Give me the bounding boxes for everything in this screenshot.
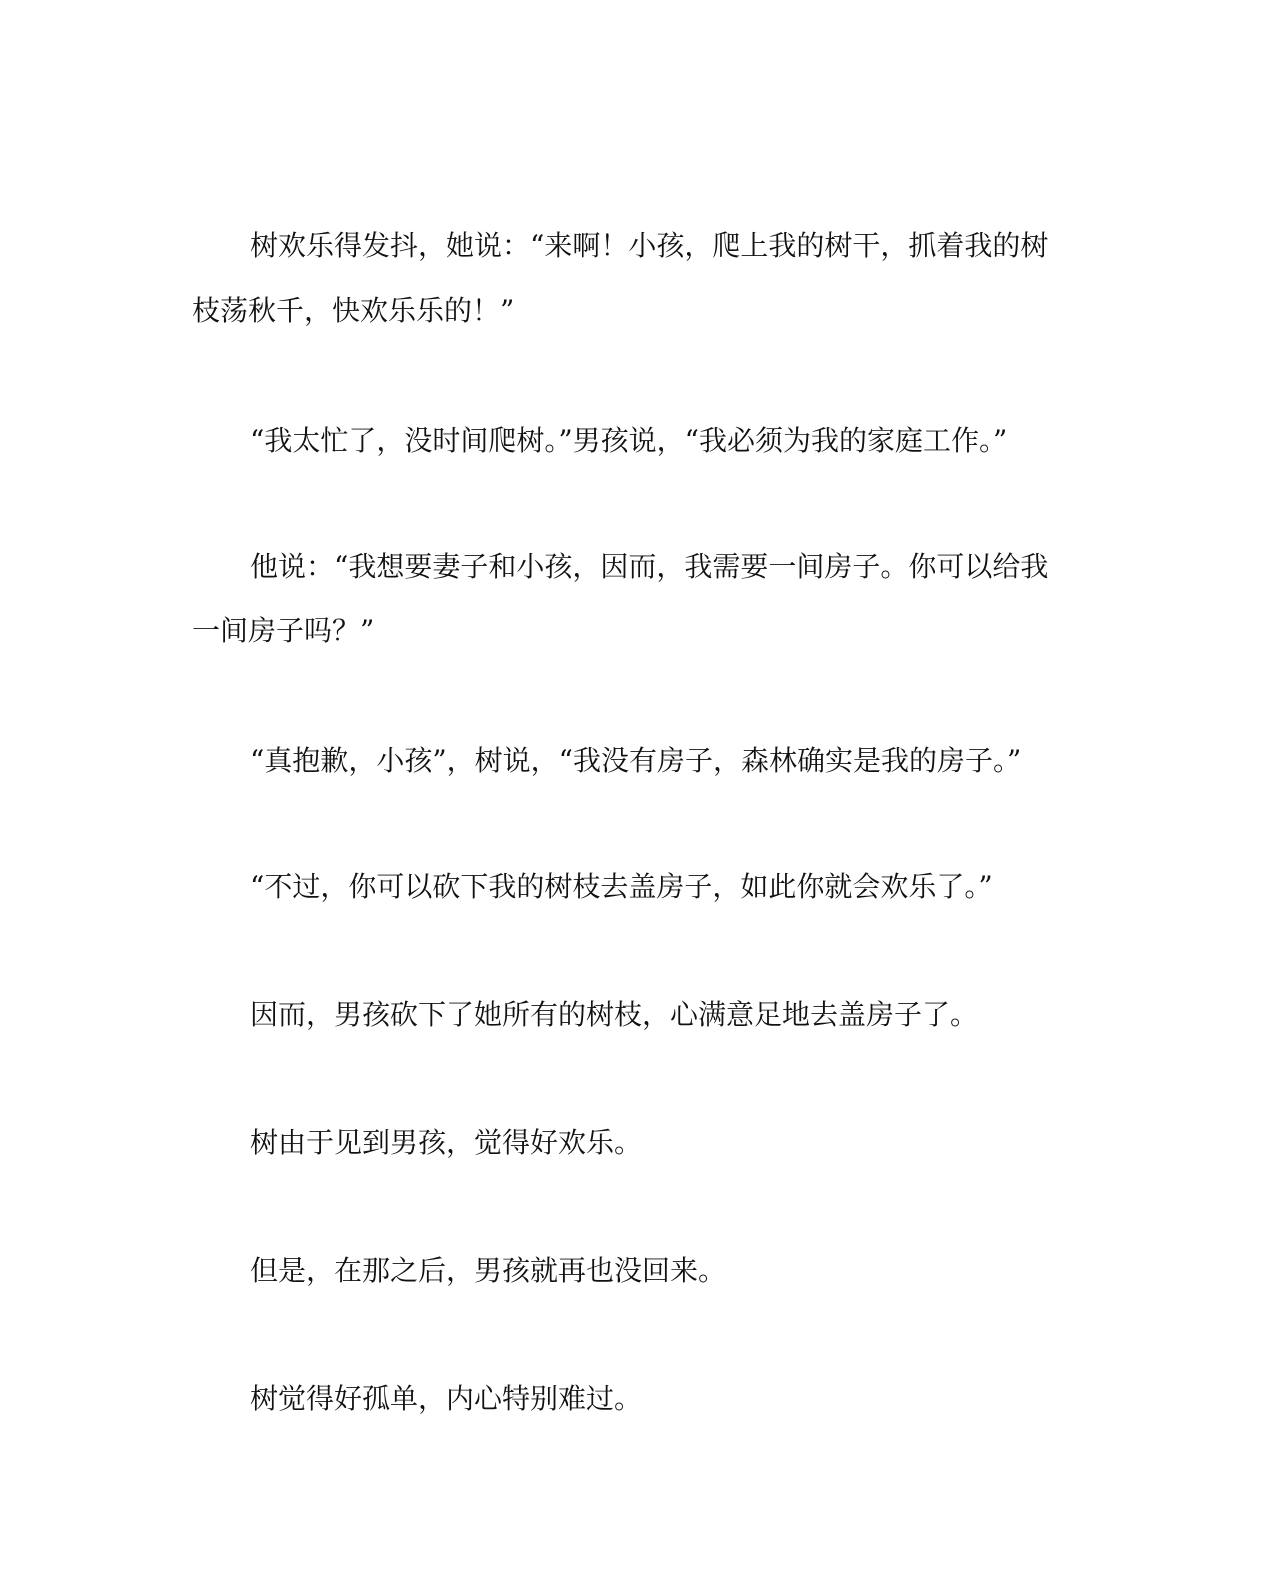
paragraph-6: 因而，男孩砍下了她所有的树枝，心满意足地去盖房子了。 [250,998,979,1031]
paragraph-8: 但是，在那之后，男孩就再也没回来。 [250,1254,727,1287]
paragraph-9: 树觉得好孤单，内心特别难过。 [250,1382,643,1415]
paragraph-5: “不过，你可以砍下我的树枝去盖房子，如此你就会欢乐了。” [250,870,993,903]
paragraph-7: 树由于见到男孩，觉得好欢乐。 [250,1126,643,1159]
paragraph-3-line-1: 他说：“我想要妻子和小孩，因而，我需要一间房子。你可以给我 [250,550,1049,583]
paragraph-1-line-2: 枝荡秋千，快欢乐乐的！” [192,294,515,327]
paragraph-2: “我太忙了，没时间爬树。”男孩说，“我必须为我的家庭工作。” [250,424,1008,457]
paragraph-1-line-1: 树欢乐得发抖，她说：“来啊！小孩，爬上我的树干，抓着我的树 [250,229,1049,262]
paragraph-4: “真抱歉，小孩”，树说，“我没有房子，森林确实是我的房子。” [250,744,1022,777]
paragraph-3-line-2: 一间房子吗？” [192,614,375,647]
